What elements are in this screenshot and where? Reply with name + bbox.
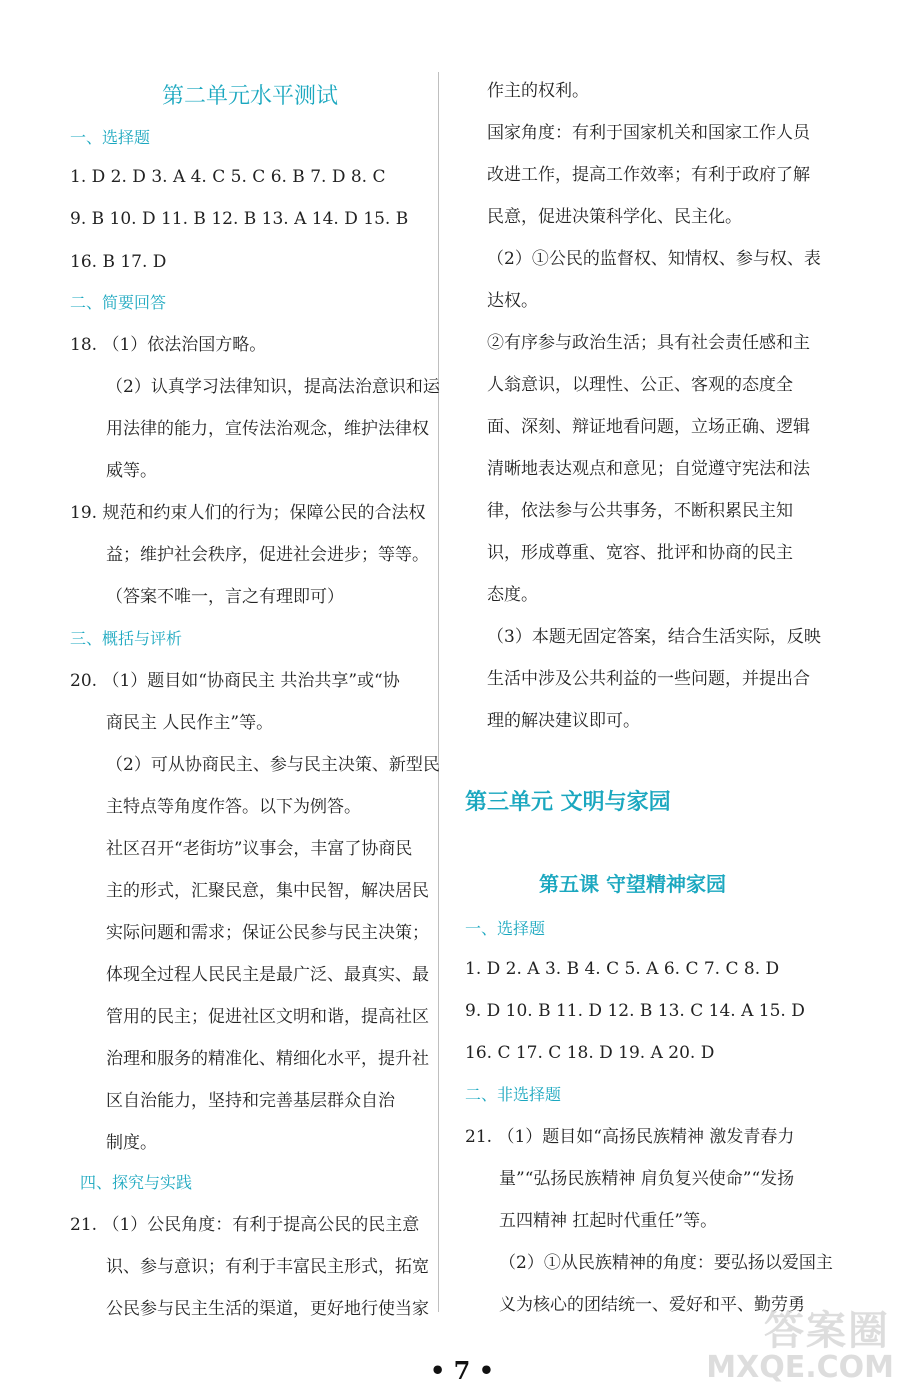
answer-line: 公民参与民主生活的渠道，更好地行使当家 bbox=[106, 1299, 429, 1319]
answer-line: 国家角度：有利于国家机关和国家工作人员 bbox=[487, 123, 810, 143]
answer-line: 用法律的能力，宣传法治观念，维护法律权 bbox=[106, 419, 429, 439]
column-divider bbox=[438, 72, 439, 1312]
answer-line: 改进工作，提高工作效率；有利于政府了解 bbox=[487, 165, 810, 185]
answer-row: 1. D 2. A 3. B 4. C 5. A 6. C 7. C 8. D bbox=[465, 959, 780, 979]
answer-line: 态度。 bbox=[487, 585, 538, 605]
answer-line: 识，形成尊重、宽容、批评和协商的民主 bbox=[487, 543, 793, 563]
lesson-title: 第五课 守望精神家园 bbox=[539, 872, 726, 896]
answer-line: 面、深刻、辩证地看问题，立场正确、逻辑 bbox=[487, 417, 810, 437]
answer-line: 达权。 bbox=[487, 291, 538, 311]
answer-line: 人翁意识，以理性、公正、客观的态度全 bbox=[487, 375, 793, 395]
answer-row: 16. C 17. C 18. D 19. A 20. D bbox=[465, 1043, 715, 1063]
answer-line: 主特点等角度作答。以下为例答。 bbox=[106, 797, 361, 817]
watermark-logo: 答案圈 bbox=[764, 1308, 890, 1354]
answer-line: 五四精神 扛起时代重任”等。 bbox=[499, 1211, 718, 1231]
answer-line: （答案不唯一，言之有理即可） bbox=[106, 587, 344, 607]
answer-row: 9. D 10. B 11. D 12. B 13. C 14. A 15. D bbox=[465, 1001, 805, 1021]
answer-line: 18. （1）依法治国方略。 bbox=[70, 335, 267, 355]
answer-line: 作主的权利。 bbox=[487, 81, 589, 101]
answer-line: 社区召开“老街坊”议事会，丰富了协商民 bbox=[106, 839, 413, 859]
watermark-site: MXQE.COM bbox=[706, 1350, 894, 1385]
answer-row: 1. D 2. D 3. A 4. C 5. C 6. B 7. D 8. C bbox=[70, 167, 386, 187]
section-heading-nonchoice: 二、非选择题 bbox=[465, 1085, 562, 1104]
answer-line: 区自治能力，坚持和完善基层群众自治 bbox=[106, 1091, 395, 1111]
watermark bbox=[706, 1299, 900, 1387]
answer-line: 体现全过程人民民主是最广泛、最真实、最 bbox=[106, 965, 429, 985]
answer-line: 管用的民主；促进社区文明和谐，提高社区 bbox=[106, 1007, 429, 1027]
answer-line: （2）可从协商民主、参与民主决策、新型民 bbox=[106, 755, 440, 775]
answer-line: 生活中涉及公共利益的一些问题，并提出合 bbox=[487, 669, 810, 689]
answer-line: 商民主 人民作主”等。 bbox=[106, 713, 274, 733]
answer-line: 主的形式，汇聚民意，集中民智，解决居民 bbox=[106, 881, 429, 901]
section-heading-short: 二、简要回答 bbox=[70, 293, 167, 312]
answer-line: 19. 规范和约束人们的行为；保障公民的合法权 bbox=[70, 503, 426, 523]
answer-line: （2）认真学习法律知识，提高法治意识和运 bbox=[106, 377, 440, 397]
answer-row: 9. B 10. D 11. B 12. B 13. A 14. D 15. B bbox=[70, 209, 409, 229]
answer-line: 识、参与意识；有利于丰富民主形式，拓宽 bbox=[106, 1257, 429, 1277]
answer-line: 义为核心的团结统一、爱好和平、勤劳勇 bbox=[499, 1295, 805, 1315]
answer-line: 实际问题和需求；保证公民参与民主决策； bbox=[106, 923, 429, 943]
answer-line: 20. （1）题目如“协商民主 共治共享”或“协 bbox=[70, 671, 400, 691]
answer-line: 理的解决建议即可。 bbox=[487, 711, 640, 731]
answer-line: 21. （1）公民角度：有利于提高公民的民主意 bbox=[70, 1215, 420, 1235]
answer-line: 制度。 bbox=[106, 1133, 157, 1153]
answer-line: 治理和服务的精准化、精细化水平，提升社 bbox=[106, 1049, 429, 1069]
answer-line: 威等。 bbox=[106, 461, 157, 481]
answer-line: （2）①公民的监督权、知情权、参与权、表 bbox=[487, 249, 821, 269]
test-title: 第二单元水平测试 bbox=[162, 84, 339, 109]
page-number: • 7 • bbox=[429, 1356, 495, 1385]
answer-line: （2）①从民族精神的角度：要弘扬以爱国主 bbox=[499, 1253, 833, 1273]
section-heading-choice: 一、选择题 bbox=[465, 919, 546, 938]
answer-line: 律，依法参与公共事务，不断积累民主知 bbox=[487, 501, 793, 521]
section-heading-choice: 一、选择题 bbox=[70, 128, 151, 147]
answer-line: 清晰地表达观点和意见；自觉遵守宪法和法 bbox=[487, 459, 810, 479]
answer-line: 量”“弘扬民族精神 肩负复兴使命”“发扬 bbox=[499, 1169, 795, 1189]
answer-line: 21. （1）题目如“高扬民族精神 激发青春力 bbox=[465, 1127, 795, 1147]
section-heading-practice: 四、探究与实践 bbox=[80, 1173, 193, 1192]
answer-line: ②有序参与政治生活；具有社会责任感和主 bbox=[487, 333, 810, 353]
answer-line: 民意，促进决策科学化、民主化。 bbox=[487, 207, 742, 227]
answer-row: 16. B 17. D bbox=[70, 252, 167, 272]
answer-line: （3）本题无固定答案，结合生活实际，反映 bbox=[487, 627, 821, 647]
unit-title: 第三单元 文明与家园 bbox=[465, 790, 671, 815]
answer-line: 益；维护社会秩序，促进社会进步；等等。 bbox=[106, 545, 429, 565]
section-heading-summary: 三、概括与评析 bbox=[70, 629, 183, 648]
